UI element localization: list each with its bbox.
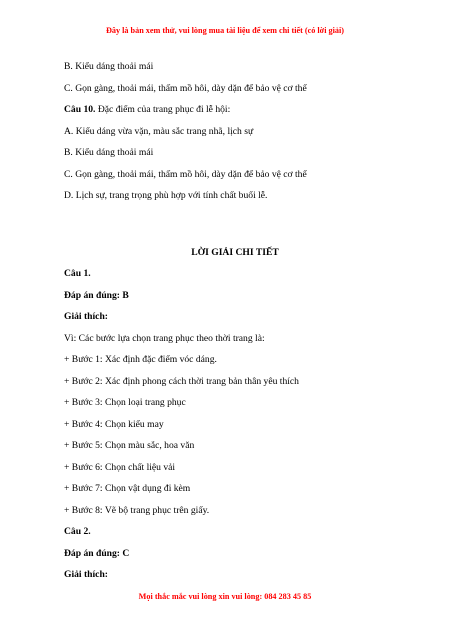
- option-d: D. Lịch sự, trang trọng phù hợp với tính chất buổi lễ.: [64, 190, 268, 201]
- q1-intro: Vì: Các bước lựa chọn trang phục theo thời trang là:: [64, 332, 265, 344]
- option-b: B. Kiểu dáng thoải mái: [64, 147, 154, 158]
- q2-answer: Đáp án đúng: C: [64, 547, 130, 559]
- q1-label: Câu 1.: [64, 268, 91, 279]
- option-c: C. Gọn gàng, thoải mái, thấm mồ hôi, dày dặn để bảo vệ cơ thể: [64, 168, 307, 180]
- document-body: [64, 56, 394, 586]
- q1-explain-label: Giải thích:: [64, 311, 108, 322]
- step-4: + Bước 4: Chọn kiểu may: [64, 418, 164, 430]
- step-5: + Bước 5: Chọn màu sắc, hoa văn: [64, 440, 195, 451]
- step-2: + Bước 2: Xác định phong cách thời trang bản thân yêu thích: [64, 375, 299, 387]
- q1-answer: Đáp án đúng: B: [64, 289, 129, 301]
- step-6: + Bước 6: Chọn chất liệu vải: [64, 461, 176, 473]
- question-10: [64, 99, 394, 121]
- question-text: Đặc điểm của trang phục đi lễ hội:: [95, 104, 231, 115]
- step-7: + Bước 7: Chọn vật dụng đi kèm: [64, 483, 191, 494]
- option-a: A. Kiểu dáng vừa vặn, màu sắc trang nhã, lịch sự: [64, 125, 254, 137]
- footer-notice: Mọi thắc mắc vui lòng xin vui lòng: 084 283 45 85: [138, 592, 312, 601]
- option-line: C. Gọn gàng, thoải mái, thấm mồ hôi, dày dặn để bảo vệ cơ thể: [64, 82, 307, 94]
- solution-title: LỜI GIẢI CHI TIẾT: [191, 246, 279, 258]
- step-1: + Bước 1: Xác định đặc điểm vóc dáng.: [64, 354, 217, 365]
- question-label: Câu 10.: [64, 104, 96, 115]
- header-notice: Đây là bản xem thử, vui lòng mua tài liệu để xem chi tiết (có lời giải): [105, 26, 344, 35]
- option-line: B. Kiểu dáng thoải mái: [64, 61, 154, 72]
- spacer: [64, 207, 394, 242]
- step-3: + Bước 3: Chọn loại trang phục: [64, 397, 186, 408]
- step-8: + Bước 8: Vẽ bộ trang phục trên giấy.: [64, 504, 210, 516]
- q2-label: Câu 2.: [64, 526, 91, 537]
- q2-explain-label: Giải thích:: [64, 569, 108, 580]
